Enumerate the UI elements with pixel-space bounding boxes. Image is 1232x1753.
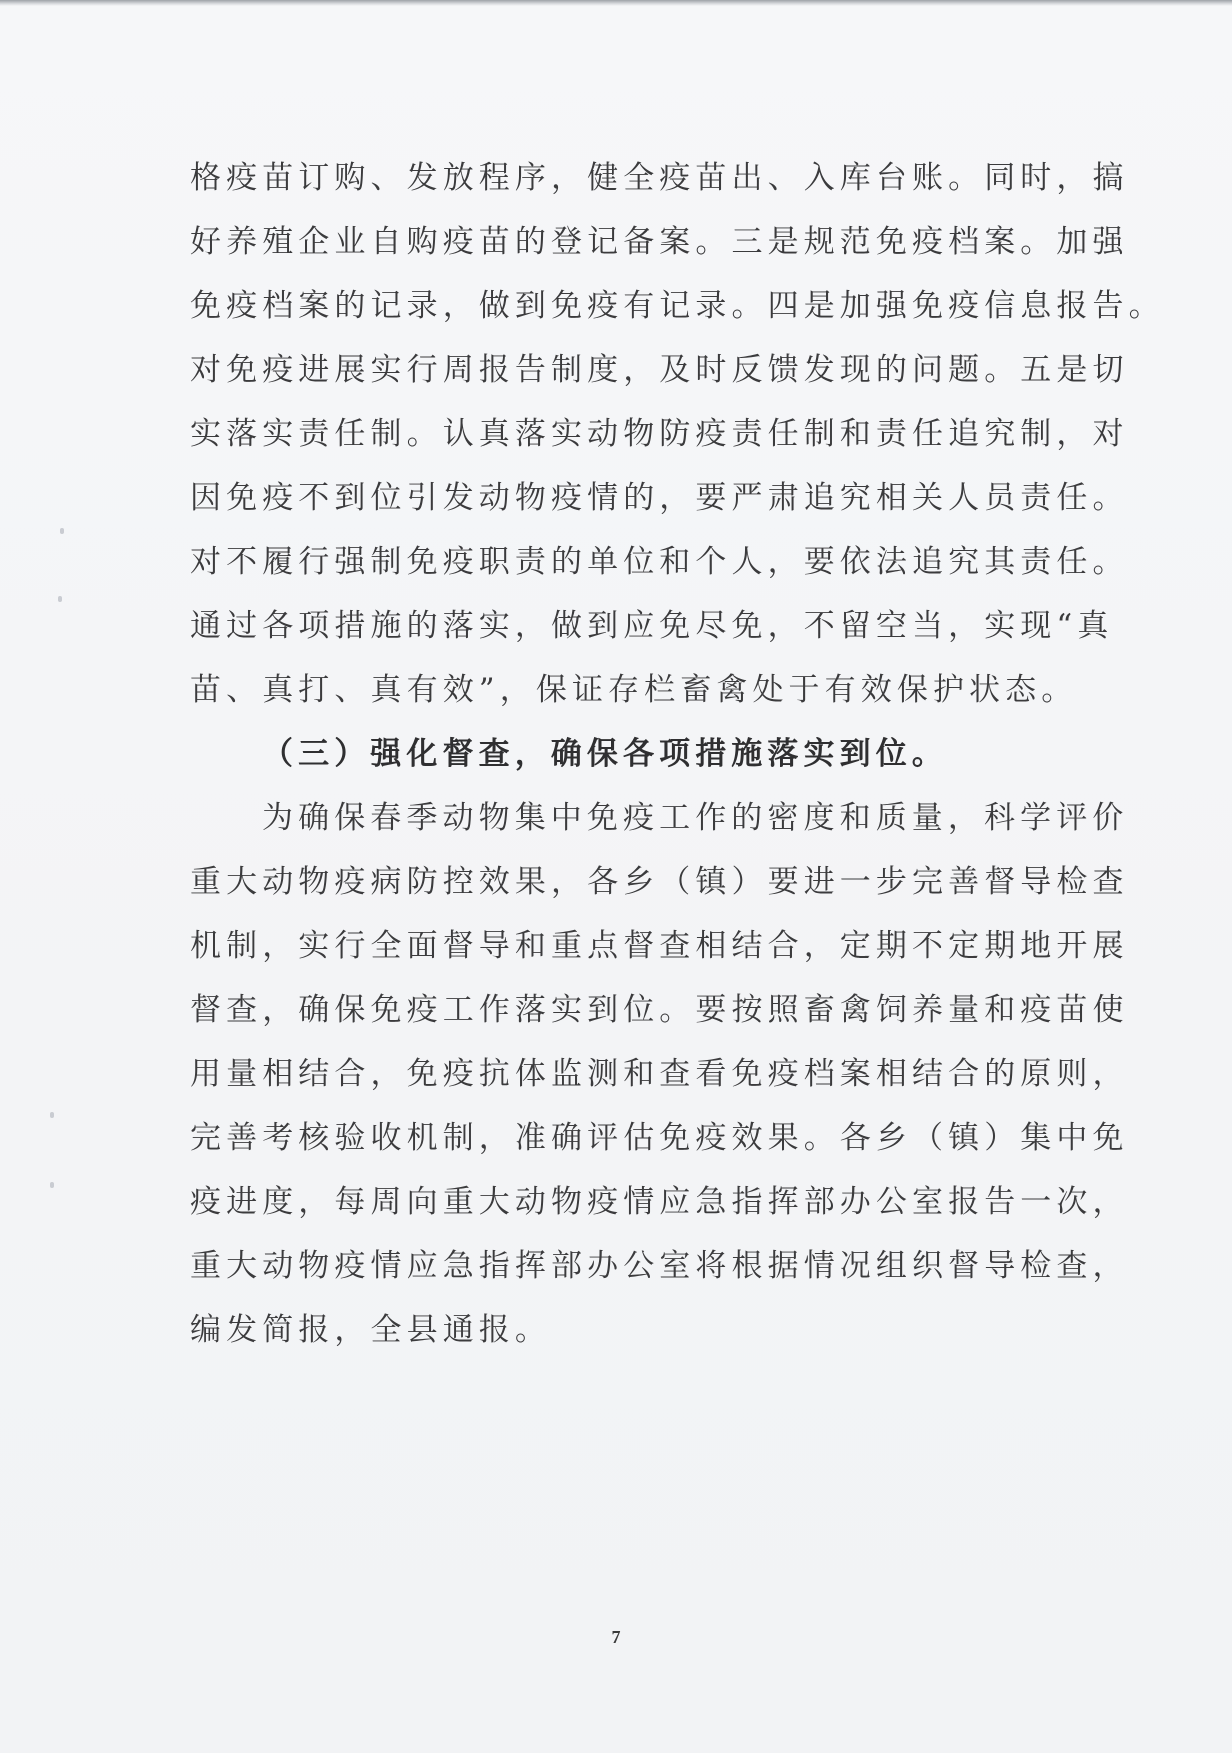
text-line: 重大动物疫病防控效果，各乡（镇）要进一步完善督导检查 xyxy=(190,864,1129,900)
text-line: 对不履行强制免疫职责的单位和个人，要依法追究其责任。 xyxy=(190,544,1129,580)
text-line: 机制，实行全面督导和重点督查相结合，定期不定期地开展 xyxy=(190,928,1129,964)
body-text xyxy=(190,146,1165,1362)
scan-speck xyxy=(60,528,64,534)
text-line: 格疫苗订购、发放程序，健全疫苗出、入库台账。同时，搞 xyxy=(190,160,1129,196)
text-line: 苗、真打、真有效”，保证存栏畜禽处于有效保护状态。 xyxy=(190,672,1078,708)
text-line: 免疫档案的记录，做到免疫有记录。四是加强免疫信息报告。 xyxy=(190,288,1165,324)
text-line: 疫进度，每周向重大动物疫情应急指挥部办公室报告一次， xyxy=(190,1184,1129,1220)
paragraph-1 xyxy=(190,146,1165,722)
text-line: 重大动物疫情应急指挥部办公室将根据情况组织督导检查， xyxy=(190,1248,1129,1284)
text-line: 好养殖企业自购疫苗的登记备案。三是规范免疫档案。加强 xyxy=(190,224,1129,260)
text-line: 完善考核验收机制，准确评估免疫效果。各乡（镇）集中免 xyxy=(190,1120,1129,1156)
text-line: 督查，确保免疫工作落实到位。要按照畜禽饲养量和疫苗使 xyxy=(190,992,1129,1028)
section-heading: （三）强化督查，确保各项措施落实到位。 xyxy=(262,736,948,772)
scan-speck xyxy=(50,1112,54,1118)
text-line: 为确保春季动物集中免疫工作的密度和质量，科学评价 xyxy=(262,800,1129,836)
scan-speck xyxy=(50,1182,54,1188)
text-line: 用量相结合，免疫抗体监测和查看免疫档案相结合的原则， xyxy=(190,1056,1129,1092)
scan-top-edge xyxy=(0,0,1232,6)
paragraph-2 xyxy=(190,786,1129,1362)
text-line: 实落实责任制。认真落实动物防疫责任制和责任追究制，对 xyxy=(190,416,1129,452)
text-line: 对免疫进展实行周报告制度，及时反馈发现的问题。五是切 xyxy=(190,352,1129,388)
text-line: 通过各项措施的落实，做到应免尽免，不留空当，实现“真 xyxy=(190,608,1114,644)
text-line: 因免疫不到位引发动物疫情的，要严肃追究相关人员责任。 xyxy=(190,480,1129,516)
text-line: 编发简报，全县通报。 xyxy=(190,1312,551,1348)
page-number: 7 xyxy=(611,1627,621,1647)
scan-speck xyxy=(58,596,62,602)
